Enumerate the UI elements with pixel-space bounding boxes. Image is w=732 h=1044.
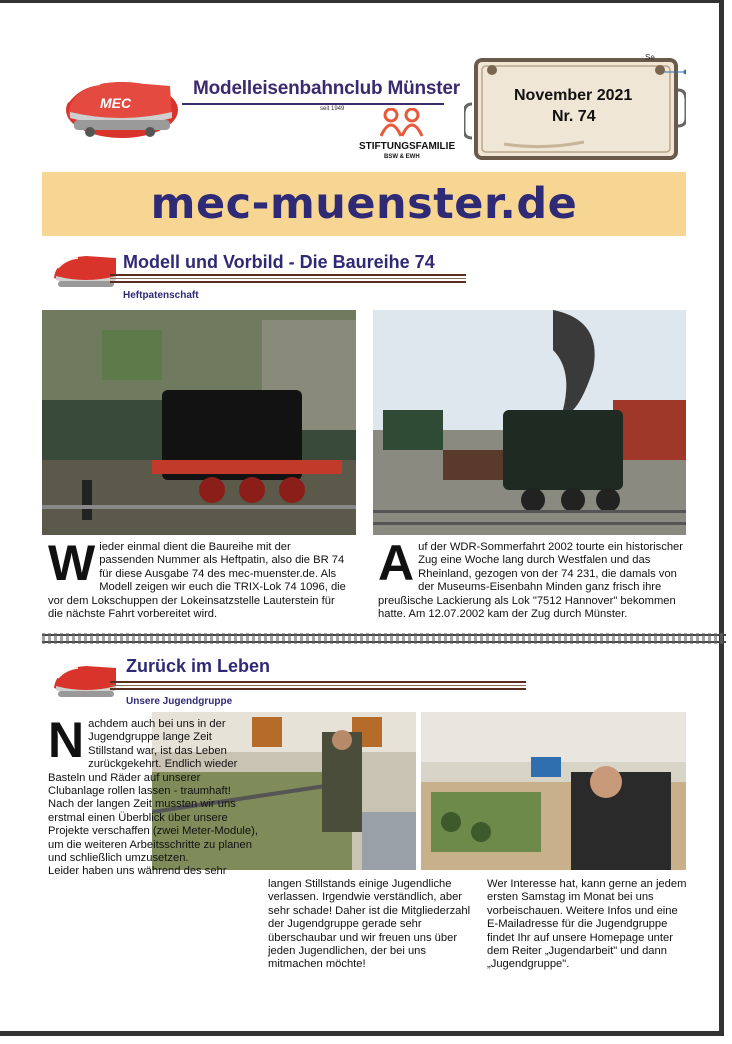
bsw-label: BSW & EWH bbox=[384, 154, 420, 160]
section2-col1-body2: Leider haben uns während des sehr bbox=[48, 865, 227, 878]
website-url[interactable]: mec-muenster.de bbox=[150, 179, 578, 229]
club-name-underline bbox=[182, 103, 444, 105]
section2-rails bbox=[110, 681, 526, 690]
section1-right-body: uf der WDR-Sommerfahrt 2002 tourte ein historischer Zug eine Woche lang durch Westfalen und das Rheinland, gezogen von der 74 231, die damals von der Museums-Eisenbahn Minden ganz frisch ihre preußische Lackierung als Lok "7512 Hannover" bekommen hatte. Am 12.07.2002 kam der Zug durch Münster. bbox=[378, 541, 683, 621]
section2-col1-text bbox=[48, 712, 260, 879]
section-train-icon bbox=[50, 250, 120, 294]
section1-title: Modell und Vorbild - Die Baureihe 74 bbox=[123, 252, 435, 272]
section2-subtitle: Unsere Jugendgruppe bbox=[126, 696, 233, 707]
sign-corner-label: Se bbox=[645, 53, 655, 62]
dropcap-n: N bbox=[48, 712, 85, 768]
page-top-border bbox=[0, 0, 724, 3]
section2-col3-text bbox=[487, 878, 687, 972]
url-banner[interactable] bbox=[42, 172, 686, 236]
trix-loco-photo bbox=[42, 310, 356, 535]
enamel-sign-icon bbox=[464, 52, 686, 162]
stiftungsfamilie-icon bbox=[378, 108, 426, 138]
mec-train-logo-icon bbox=[60, 72, 180, 144]
section2-col2-body: langen Stillstands einige Jugendliche verlassen. Irgendwie verständlich, aber sehr schade! Daher ist die Mitgliederzahl der Jugendgruppe gerade sehr überschaubar und wir freuen uns über jeden Jugendlichen, der bei uns mitmachen möchte! bbox=[268, 878, 471, 971]
br74-prototype-photo bbox=[373, 310, 686, 535]
section1-subtitle: Heftpatenschaft bbox=[123, 290, 199, 301]
dropcap-a: A bbox=[378, 535, 415, 591]
section1-right-text bbox=[378, 535, 684, 621]
stiftung-label: STIFTUNGSFAMILIE bbox=[359, 141, 456, 152]
issue-month: November 2021 bbox=[514, 87, 633, 104]
issue-number: Nr. 74 bbox=[552, 108, 596, 125]
logo-text: MEC bbox=[100, 95, 132, 111]
section2-col1-body: achdem auch bei uns in der Jugendgruppe lange Zeit Stillstand war, ist das Leben zurückgekehrt. Endlich wieder Basteln und Räder auf unserer Clubanlage rollen lassen - traumhaft! Nach der langen Zeit mussten wir uns erstmal einen Überblick über unsere Projekte verschaffen (zwei Meter-Module), um die weiteren Arbeitsschritte zu planen und schließlich umzusetzen. bbox=[48, 718, 258, 865]
seit-label: seit 1949 bbox=[320, 106, 345, 112]
club-name: Modelleisenbahnclub Münster bbox=[193, 78, 460, 99]
section2-col2-text bbox=[268, 878, 474, 972]
section1-left-body: ieder einmal dient die Baureihe mit der passenden Nummer als Heftpatin, also die BR 74 für diese Ausgabe 74 des mec-muenster.de. Als Modell zeigen wir euch die TRIX-Lok 74 1096, die vor dem Lokschuppen der Lokeinsatzstelle Lauterstein für die nächste Fahrt vorbereitet wird. bbox=[48, 541, 346, 621]
dropcap-w: W bbox=[48, 535, 96, 591]
workbench-photo bbox=[421, 712, 686, 870]
section2-col3-body: Wer Interesse hat, kann gerne an jedem ersten Samstag im Monat bei uns vorbeischauen. Weitere Infos und eine E-Mailadresse für die Jugendgruppe findet Ihr auf unsere Homepage unter dem Reiter „Jugendarbeit" und dann „Jugendgruppe". bbox=[487, 878, 687, 971]
section1-rails bbox=[110, 274, 466, 283]
section2-title: Zurück im Leben bbox=[126, 656, 271, 676]
track-divider bbox=[42, 633, 726, 644]
section1-left-text bbox=[48, 535, 348, 621]
